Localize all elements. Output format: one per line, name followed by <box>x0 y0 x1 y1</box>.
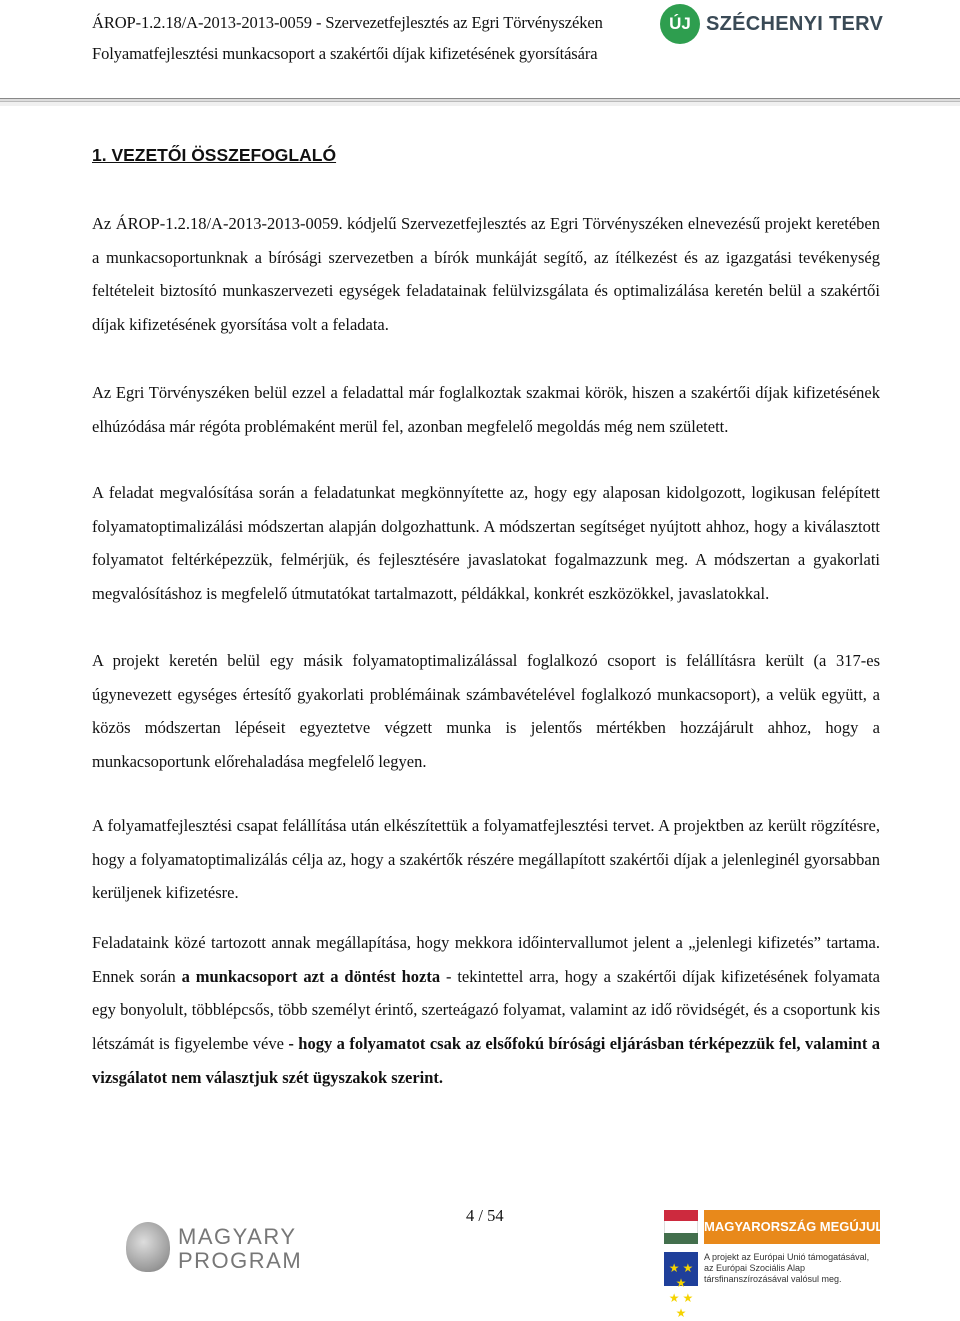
header-workgroup-line: Folyamatfejlesztési munkacsoport a szakértői díjak kifizetésének gyorsítására <box>92 44 598 63</box>
page-number: 4 / 54 <box>466 1206 504 1225</box>
eu-flag-icon: ★ ★ ★ ★ ★ ★ <box>664 1252 698 1286</box>
paragraph-6-text-a: Feladataink közé tartozott annak megállapítása, hogy mekkora időintervallumot jelent a „jelenlegi kifizetés” tartama. Ennek során <box>92 933 880 986</box>
section-title: 1. VEZETŐI ÖSSZEFOGLALÓ <box>92 145 337 165</box>
magyary-program-logo <box>126 1222 303 1274</box>
paragraph-3: A feladat megvalósítása során a feladatunkat megkönnyítette az, hogy egy alaposan kidolgozott, logikusan felépített folyamatoptimalizálási módszertan alapján dolgozhattunk. A módszertan segítséget nyújtott ahhoz, hogy a kiválasztott folyamatot feltérképezzük, felmérjük, és fejlesztésére javaslatokat fogalmazzunk meg. A módszertan a gyakorlati megvalósításhoz is megfelelő útmutatókat tartalmazott, példákkal, konkrét eszközökkel, javaslatokkal. <box>92 483 880 604</box>
header-divider <box>0 98 960 106</box>
paragraph-6-text-c: - tekintettel arra, hogy a szakértői díjak kifizetésének folyamata egy bonyolult, többlépcsős, több személyt érintő, szerteágazó folyamat, valamint az idő rövidségét, és a csoportunk kis létszámát is figyelembe véve <box>92 966 880 1054</box>
paragraph-6-bold-d: - hogy a folyamatot csak az elsőfokú bírósági eljárásban térképezzük fel, valamint a vizsgálatot nem választjuk szét ügyszakok szerint. <box>92 1034 880 1087</box>
paragraph-6-bold-b: a munkacsoport azt a döntést hozta <box>181 966 441 986</box>
eu-funding-text: A projekt az Európai Unió támogatásával, az Európai Szociális Alap társfinanszírozásával valósul meg. <box>704 1252 870 1284</box>
header-project-line: ÁROP-1.2.18/A-2013-2013-0059 - Szervezetfejlesztés az Egri Törvényszéken <box>92 13 603 32</box>
logo-mark-text: ÚJ <box>669 14 691 33</box>
magyary-logo-line1: MAGYARY <box>178 1224 297 1249</box>
paragraph-1: Az ÁROP-1.2.18/A-2013-2013-0059. kódjelű Szervezetfejlesztés az Egri Törvényszéken elnevezésű projekt keretében a munkacsoportunknak a bírósági szervezetben a bírók munkáját segítő, az ítélkezést és az igazgatási tevékenység feltételeit biztosító munkaszervezeti egységek feladatainak felülvizsgálata és optimalizálása keretén belül a szakértői díjak kifizetésének gyorsítása volt a feladata. <box>92 214 880 335</box>
paragraph-4: A projekt keretén belül egy másik folyamatoptimalizálással foglalkozó csoport is felállításra került (a 317-es úgynevezett egységes értesítő gyakorlati problémáinak számbavételével foglalkozó munkacsoport), a velük együtt, a közös módszertan lépéseit egyeztetve végzett munka is jelentős mértékben hozzájárult ahhoz, hogy a munkacsoportunk előrehaladása megfelelő legyen. <box>92 651 880 772</box>
magyary-portrait-icon <box>126 1222 170 1272</box>
magyarorszag-megujul-logo <box>664 1210 884 1320</box>
logo-text: SZÉCHENYI TERV <box>706 13 884 35</box>
hungarian-flag-icon <box>664 1210 698 1244</box>
szechenyi-terv-logo <box>660 4 884 44</box>
paragraph-2: Az Egri Törvényszéken belül ezzel a feladattal már foglalkoztak szakmai körök, hiszen a szakértői díjak kifizetésének elhúzódása már régóta problémaként merül fel, azonban megfelelő megoldás még nem született. <box>92 383 880 436</box>
magyary-logo-line2: PROGRAM <box>178 1248 303 1273</box>
szechenyi-logo-mark <box>660 4 700 44</box>
paragraph-6 <box>92 926 880 1095</box>
paragraph-5: A folyamatfejlesztési csapat felállítása után elkészítettük a folyamatfejlesztési tervet. A projektben az került rögzítésre, hogy a folyamatoptimalizálás célja az, hogy a szakértők részére megállapított szakértői díjak a jelenleginél gyorsabban kerüljenek kifizetésre. <box>92 816 880 903</box>
megujul-banner: MAGYARORSZÁG MEGÚJUL <box>704 1210 880 1244</box>
